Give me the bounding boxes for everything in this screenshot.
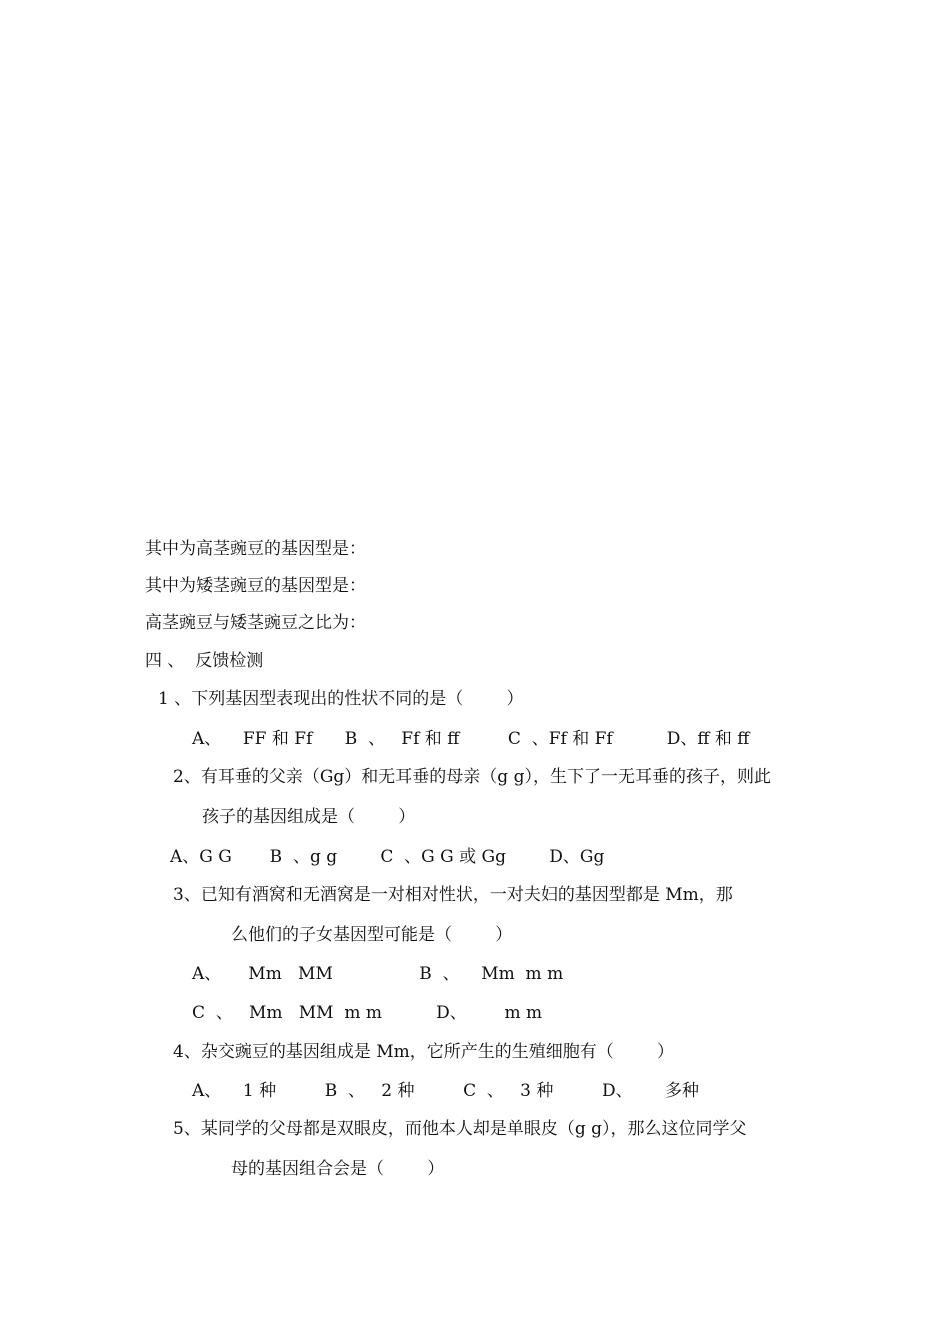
question-4-options: A、 1 种 B 、 2 种 C 、 3 种 D、 多种 bbox=[192, 1081, 700, 1101]
question-1-stem: 1 、下列基因型表现出的性状不同的是（ ） bbox=[158, 689, 524, 709]
question-1-options: A、 FF 和 Ff B 、 Ff 和 ff C 、Ff 和 Ff D、ff 和 ff bbox=[192, 729, 750, 749]
question-3-options-cd: C 、 Mm MM m m D、 m m bbox=[192, 1003, 543, 1023]
question-3-stem-line-1: 3、已知有酒窝和无酒窝是一对相对性状，一对夫妇的基因型都是 Mm，那 bbox=[173, 885, 733, 905]
section-title: 四 、 反馈检测 bbox=[145, 651, 264, 671]
ratio-line: 高茎豌豆与矮茎豌豆之比为： bbox=[145, 613, 366, 633]
tall-genotype-line: 其中为高茎豌豆的基因型是： bbox=[145, 539, 366, 559]
question-2-stem-line-1: 2、有耳垂的父亲（Gg）和无耳垂的母亲（g g），生下了一无耳垂的孩子，则此 bbox=[173, 767, 771, 787]
question-3-options-ab: A、 Mm MM B 、 Mm m m bbox=[192, 964, 564, 984]
question-3-stem-line-2: 么他们的子女基因型可能是（ ） bbox=[231, 925, 513, 945]
question-5-stem-line-2: 母的基因组合会是（ ） bbox=[231, 1159, 445, 1179]
question-5-stem-line-1: 5、某同学的父母都是双眼皮，而他本人却是单眼皮（g g），那么这位同学父 bbox=[173, 1119, 747, 1139]
short-genotype-line: 其中为矮茎豌豆的基因型是： bbox=[145, 576, 366, 596]
question-4-stem: 4、杂交豌豆的基因组成是 Mm，它所产生的生殖细胞有（ ） bbox=[173, 1042, 674, 1062]
question-2-options: A、G G B 、g g C 、G G 或 Gg D、Gg bbox=[170, 847, 605, 867]
question-2-stem-line-2: 孩子的基因组成是（ ） bbox=[202, 807, 416, 827]
